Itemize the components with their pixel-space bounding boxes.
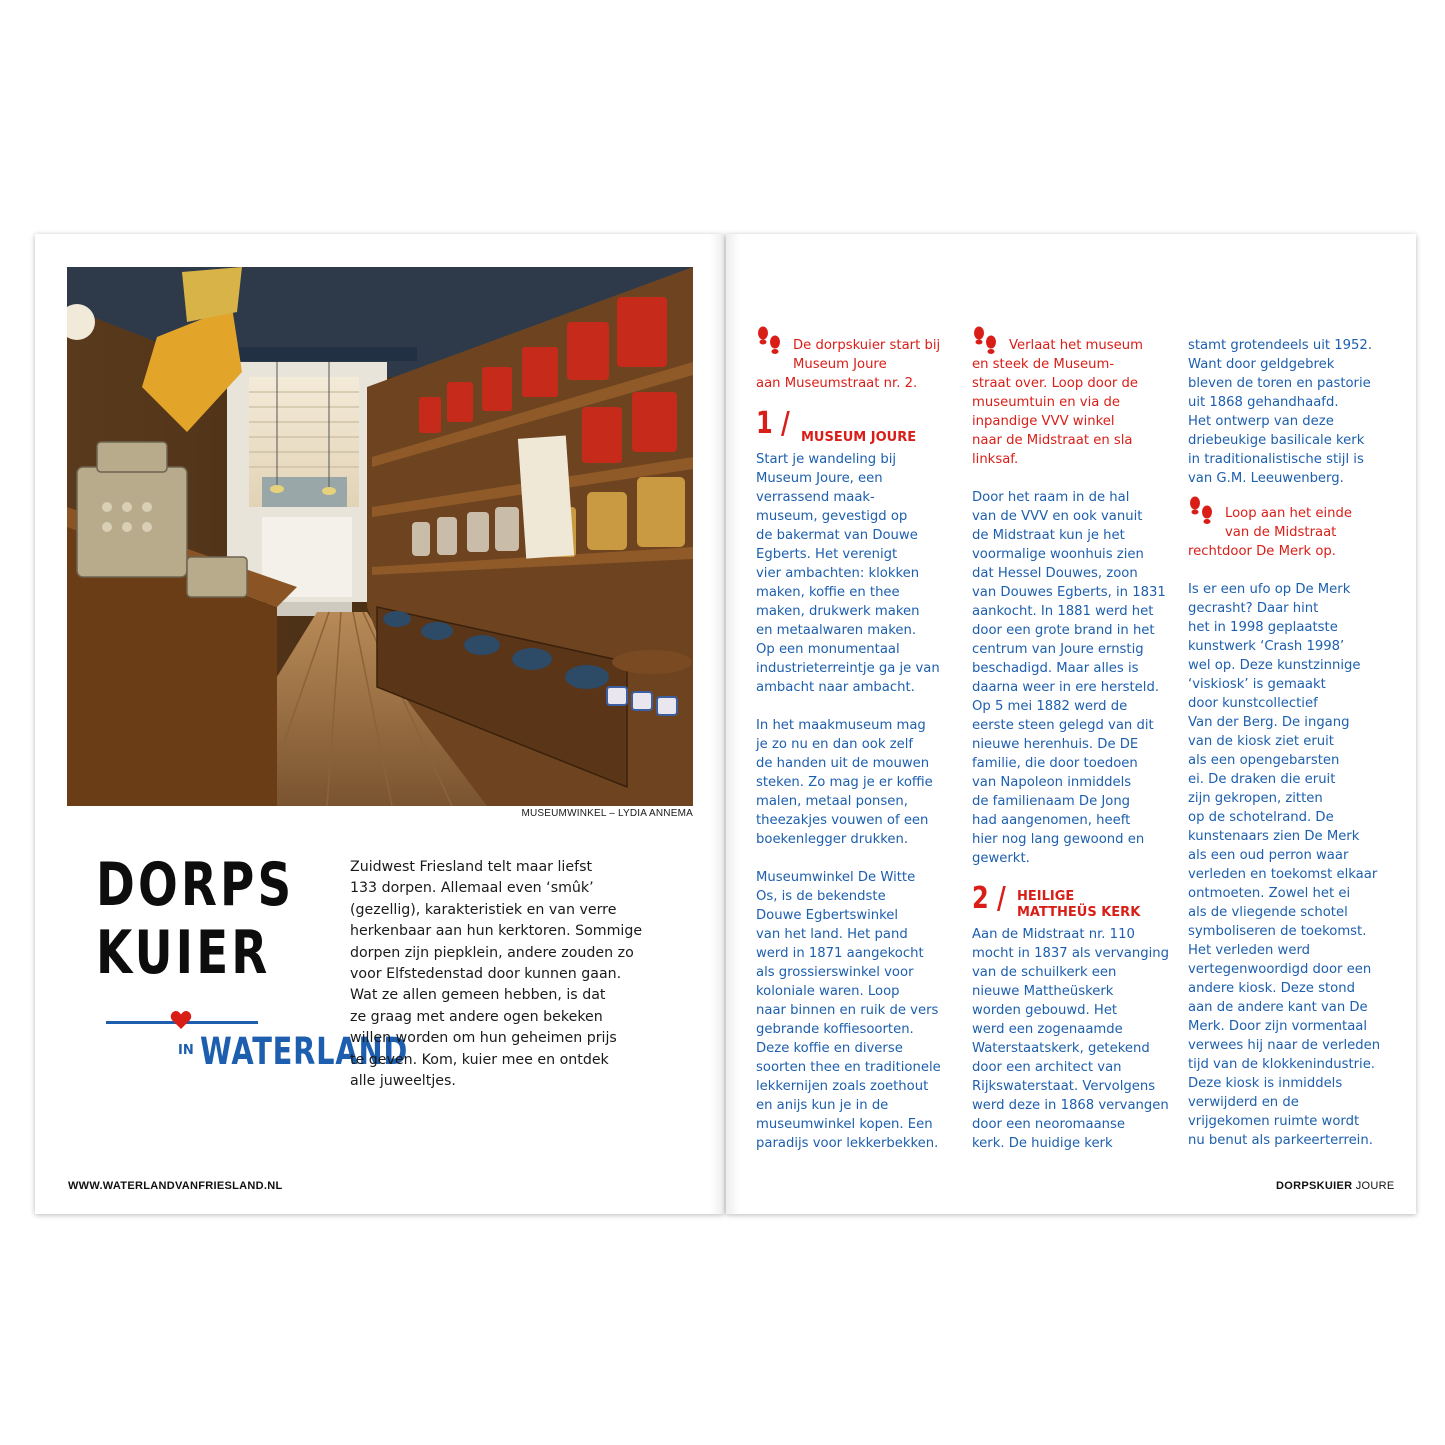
- paragraph-line: Rijkswaterstaat. Vervolgens: [972, 1079, 1156, 1094]
- logo-waterland: WATERLAND: [200, 1030, 409, 1073]
- paragraph-line: verleden en toekomst elkaar: [1188, 867, 1378, 882]
- paragraph-line: het in 1998 geplaatste: [1188, 620, 1338, 635]
- stop-2-heading: [972, 881, 1172, 925]
- paragraph-line: Want door geldgebrek: [1188, 357, 1335, 372]
- paragraph-line: industrieterreintje ga je van: [756, 661, 940, 676]
- stop-2-title-line1: HEILIGE: [1017, 889, 1075, 904]
- logo-in: IN: [178, 1043, 194, 1058]
- paragraph-line: had aangenomen, heeft: [972, 813, 1131, 828]
- paragraph-line: aan de andere kant van De: [1188, 1000, 1368, 1015]
- logo-line-kuier: KUIER: [96, 918, 271, 988]
- paragraph-line: op de schotelrand. De: [1188, 810, 1334, 825]
- paragraph-line: vier ambachten: klokken: [756, 566, 920, 581]
- section-footer-rest: JOURE: [1352, 1180, 1395, 1192]
- stop-2-number: 2 /: [972, 881, 1006, 916]
- paragraph-line: theezakjes vouwen of een: [756, 813, 929, 828]
- paragraph-line: ei. De draken die eruit: [1188, 772, 1336, 787]
- intro-line: (gezellig), karakteristiek en van verre: [350, 901, 617, 918]
- paragraph-line: uit 1868 gehandhaafd.: [1188, 395, 1339, 410]
- paragraph-line: als een opengebarsten: [1188, 753, 1340, 768]
- footsteps-icon: [972, 326, 1000, 360]
- paragraph-line: In het maakmuseum mag: [756, 718, 926, 733]
- paragraph-line: door een architect van: [972, 1060, 1122, 1075]
- intro-line: Wat ze allen gemeen hebben, is dat: [350, 987, 606, 1004]
- paragraph-line: nieuwe herenhuis. De DE: [972, 737, 1139, 752]
- paragraph-line: paradijs voor lekkerbekken.: [756, 1136, 939, 1151]
- paragraph-line: Door het raam in de hal: [972, 490, 1130, 505]
- intro-line: dorpen zijn piepklein, andere zouden zo: [350, 944, 634, 961]
- paragraph-line: voormalige woonhuis zien: [972, 547, 1144, 562]
- paragraph-line: Douwe Egbertswinkel: [756, 908, 899, 923]
- intro-line: willen worden om hun geheimen prijs: [350, 1030, 617, 1047]
- paragraph-line: museum, gevestigd op: [756, 509, 908, 524]
- paragraph-line: van het land. Het pand: [756, 927, 908, 942]
- paragraph-line: gewerkt.: [972, 851, 1030, 866]
- paragraph-line: kunstenaars zien De Merk: [1188, 829, 1360, 844]
- paragraph-line: werd deze in 1868 vervangen: [972, 1098, 1169, 1113]
- paragraph-line: de Midstraat kun je het: [972, 528, 1125, 543]
- paragraph-line: malen, metaal ponsen,: [756, 794, 908, 809]
- paragraph-line: de familienaam De Jong: [972, 794, 1131, 809]
- paragraph-line: museumwinkel kopen. Een: [756, 1117, 933, 1132]
- intro-line: Zuidwest Friesland telt maar liefst: [350, 859, 593, 875]
- paragraph-line: hier nog lang gewoond en: [972, 832, 1145, 847]
- paragraph-line: mocht in 1837 als vervanging: [972, 946, 1170, 961]
- paragraph-line: ‘viskiosk’ is gemaakt: [1188, 677, 1326, 692]
- paragraph-line: als grossierswinkel voor: [756, 965, 914, 980]
- paragraph-line: lekkernijen zoals zoethout: [756, 1079, 929, 1094]
- paragraph-line: en metaalwaren maken.: [756, 623, 917, 638]
- article-column-2: [972, 336, 1172, 1153]
- paragraph-line: Op een monumentaal: [756, 642, 900, 657]
- paragraph-line: centrum van Joure ernstig: [972, 642, 1144, 657]
- stop-1-heading: [756, 406, 956, 450]
- paragraph-line: Aan de Midstraat nr. 110: [972, 927, 1135, 942]
- paragraph-line: Museum Joure, een: [756, 471, 883, 486]
- paragraph-line: van Napoleon inmiddels: [972, 775, 1132, 790]
- paragraph-line: Egberts. Het verenigt: [756, 547, 898, 562]
- paragraph-line: in traditionalistische stijl is: [1188, 452, 1364, 467]
- paragraph-line: van Douwes Egberts, in 1831: [972, 585, 1166, 600]
- paragraph-line: aankocht. In 1881 werd het: [972, 604, 1154, 619]
- paragraph-line: steken. Zo mag je er koffie: [756, 775, 933, 790]
- paragraph-line: door kunstcollectief: [1188, 696, 1318, 711]
- website-url: WWW.WATERLANDVANFRIESLAND.NL: [68, 1180, 283, 1192]
- paragraph-line: Os, is de bekendste: [756, 889, 886, 904]
- paragraph-line: van de kiosk ziet eruit: [1188, 734, 1334, 749]
- footsteps-icon: [756, 326, 784, 360]
- walk-note-line: Loop aan het einde: [1225, 506, 1352, 521]
- paragraph-line: verwijderd en de: [1188, 1095, 1299, 1110]
- paragraph-line: wel op. Deze kunstzinnige: [1188, 658, 1361, 673]
- paragraph-line: andere kiosk. Deze stond: [1188, 981, 1355, 996]
- walk-note-line: straat over. Loop door de: [972, 376, 1138, 391]
- paragraph-line: driebeukige basilicale kerk: [1188, 433, 1365, 448]
- paragraph-line: werd in 1871 aangekocht: [756, 946, 924, 961]
- paragraph-line: je zo nu en dan ook zelf: [756, 737, 914, 752]
- intro-line: herkenbaar aan hun kerktoren. Sommige: [350, 923, 643, 940]
- intro-line: voor Elfstedenstad door kunnen gaan.: [350, 966, 622, 983]
- intro-line: alle juweeltjes.: [350, 1073, 456, 1090]
- paragraph-line: familie, die door toedoen: [972, 756, 1138, 771]
- start-note-line: De dorpskuier start bij: [793, 338, 941, 353]
- walk-note-line: rechtdoor De Merk op.: [1188, 544, 1336, 559]
- stop-1-number: 1 /: [756, 406, 790, 441]
- stop-2-title-line2: MATTHEÜS KERK: [1017, 905, 1141, 920]
- paragraph-line: gebrande koffiesoorten.: [756, 1022, 914, 1037]
- paragraph-line: kerk. De huidige kerk: [972, 1136, 1113, 1151]
- section-footer-bold: DORPSKUIER: [1276, 1180, 1353, 1192]
- paragraph-line: door een grote brand in het: [972, 623, 1155, 638]
- paragraph-line: Deze kiosk is inmiddels: [1188, 1076, 1343, 1091]
- paragraph-line: Het verleden werd: [1188, 943, 1311, 958]
- paragraph-line: boekenlegger drukken.: [756, 832, 909, 847]
- paragraph-line: Museumwinkel De Witte: [756, 870, 916, 885]
- walk-note-line: naar de Midstraat en sla: [972, 433, 1133, 448]
- paragraph-line: Van der Berg. De ingang: [1188, 715, 1350, 730]
- paragraph-line: van de schuilkerk een: [972, 965, 1117, 980]
- paragraph-line: zijn gekropen, zitten: [1188, 791, 1323, 806]
- paragraph-line: als een oud perron waar: [1188, 848, 1349, 863]
- article-column-3: [1188, 336, 1388, 1150]
- section-footer: [1276, 1180, 1394, 1192]
- paragraph-line: maken, koffie en thee: [756, 585, 900, 600]
- paragraph-line: soorten thee en traditionele: [756, 1060, 941, 1075]
- logo-line-dorps: DORPS: [96, 850, 295, 920]
- paragraph-line: eerste steen gelegd van dit: [972, 718, 1154, 733]
- paragraph-line: vrijgekomen ruimte wordt: [1188, 1114, 1360, 1129]
- paragraph-line: door een neoromaanse: [972, 1117, 1125, 1132]
- museum-shop-photo: [67, 267, 693, 806]
- paragraph-line: koloniale waren. Loop: [756, 984, 900, 999]
- paragraph-line: verrassend maak-: [756, 490, 875, 505]
- paragraph-line: de bakermat van Douwe: [756, 528, 918, 543]
- paragraph-line: Deze koffie en diverse: [756, 1041, 903, 1056]
- article-column-1: [756, 336, 956, 1153]
- start-note-line: Museum Joure: [793, 357, 887, 372]
- paragraph-line: van de VVV en ook vanuit: [972, 509, 1143, 524]
- paragraph-line: symboliseren de toekomst.: [1188, 924, 1367, 939]
- paragraph-line: kunstwerk ‘Crash 1998’: [1188, 639, 1345, 654]
- paragraph-line: ambacht naar ambacht.: [756, 680, 915, 695]
- photo-caption: MUSEUMWINKEL – LYDIA ANNEMA: [521, 808, 693, 819]
- paragraph-line: stamt grotendeels uit 1952.: [1188, 338, 1373, 353]
- paragraph-line: als de vliegende schotel: [1188, 905, 1348, 920]
- dorpskuier-logo: [96, 850, 409, 1073]
- paragraph-line: daarna weer in ere hersteld.: [972, 680, 1160, 695]
- stop-1-title: MUSEUM JOURE: [801, 430, 917, 445]
- walk-note-line: linksaf.: [972, 452, 1019, 467]
- paragraph-line: en anijs kun je in de: [756, 1098, 889, 1113]
- intro-line: 133 dorpen. Allemaal even ‘smûk’: [350, 880, 594, 897]
- paragraph-line: Is er een ufo op De Merk: [1188, 582, 1351, 597]
- paragraph-line: maken, drukwerk maken: [756, 604, 920, 619]
- paragraph-line: Start je wandeling bij: [756, 452, 897, 467]
- walk-note-block: [1188, 504, 1388, 561]
- walk-note-line: Verlaat het museum: [1009, 338, 1143, 353]
- paragraph-line: verwees hij naar de verleden: [1188, 1038, 1381, 1053]
- paragraph-line: tijd van de klokkenindustrie.: [1188, 1057, 1376, 1072]
- paragraph-line: Waterstaatskerk, getekend: [972, 1041, 1150, 1056]
- intro-text: [350, 857, 650, 1092]
- paragraph-line: worden gebouwd. Het: [972, 1003, 1118, 1018]
- paragraph-line: naar binnen en ruik de vers: [756, 1003, 939, 1018]
- intro-line: ze graag met andere ogen bekeken: [350, 1008, 603, 1025]
- heart-icon: [170, 1010, 192, 1030]
- paragraph-line: beschadigd. Maar alles is: [972, 661, 1139, 676]
- paragraph-line: Het ontwerp van deze: [1188, 414, 1334, 429]
- start-note-line: aan Museumstraat nr. 2.: [756, 376, 918, 391]
- walk-note-line: en steek de Museum-: [972, 357, 1115, 372]
- walk-note-line: van de Midstraat: [1225, 525, 1337, 540]
- paragraph-line: ontmoeten. Zowel het ei: [1188, 886, 1351, 901]
- paragraph-line: van G.M. Leeuwenberg.: [1188, 471, 1344, 486]
- paragraph-line: Merk. Door zijn vormentaal: [1188, 1019, 1368, 1034]
- paragraph-line: gecrasht? Daar hint: [1188, 601, 1319, 616]
- paragraph-line: de handen uit de mouwen: [756, 756, 930, 771]
- paragraph-line: nu benut als parkeerterrein.: [1188, 1133, 1373, 1148]
- paragraph-line: vertegenwoordigd door een: [1188, 962, 1372, 977]
- paragraph-line: nieuwe Mattheüskerk: [972, 984, 1114, 999]
- paragraph-line: bleven de toren en pastorie: [1188, 376, 1371, 391]
- paragraph-line: dat Hessel Douwes, zoon: [972, 566, 1138, 581]
- intro-line: te geven. Kom, kuier mee en ontdek: [350, 1051, 609, 1068]
- walk-note-line: inpandige VVV winkel: [972, 414, 1115, 429]
- paragraph-line: werd een zogenaamde: [972, 1022, 1123, 1037]
- paragraph-line: Op 5 mei 1882 werd de: [972, 699, 1128, 714]
- footsteps-icon: [1188, 496, 1216, 530]
- walk-note-line: museumtuin en via de: [972, 395, 1121, 410]
